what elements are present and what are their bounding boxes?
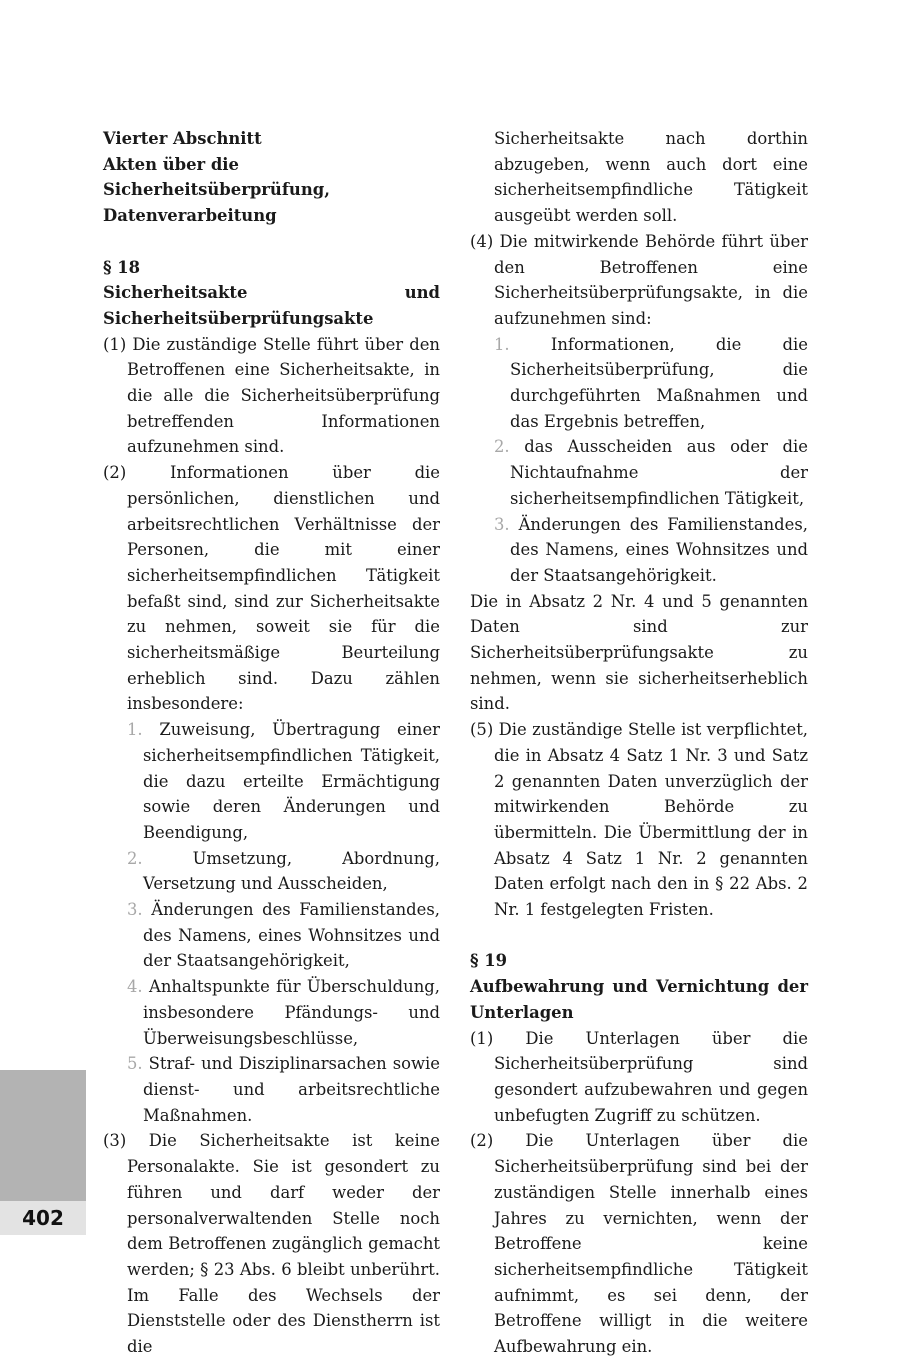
list-item: 1. Zuweisung, Übertragung einer sicherheitsempfindlichen Tätigkeit, die dazu erteilte Ermächtigung sowie deren Änderungen und Beendigung, (127, 720, 440, 842)
section-heading: Vierter Abschnitt (103, 129, 262, 148)
list-item: 3. Änderungen des Familienstandes, des Namens, eines Wohnsitzes und der Staatsangehörigkeit, (127, 900, 440, 971)
subsection-1: (1) Die zuständige Stelle führt über den Betroffenen eine Sicherheitsakte, in die alle die Sicherheitsüberprüfung betreffenden Informationen aufzunehmen sind. (103, 334, 440, 457)
list-item: 2. Umsetzung, Abordnung, Versetzung und Ausscheiden, (127, 848, 440, 894)
subsection-2: (2) Informationen über die persönlichen, dienstlichen und arbeitsrechtlichen Verhältnisse der Personen, die mit einer sicherheitsempfindlichen Tätigkeit befaßt sind, sind zur Sicherheitsakte zu nehmen, soweit sie für die sicherheitsmäßige Beurteilung erheblich sind. Dazu zählen insbesondere: (103, 463, 440, 714)
page-number: 402 (0, 1201, 86, 1235)
list-item: 3. Änderungen des Familienstandes, des Namens, eines Wohnsitzes und der Staatsangehörigkeit. (494, 514, 808, 585)
paragraph-18-title: Sicherheitsakte und Sicherheitsüberprüfungsakte (103, 283, 440, 328)
list-item: 2. das Ausscheiden aus oder die Nichtaufnahme der sicherheitsempfindlichen Tätigkeit, (494, 437, 808, 508)
list-item: 1. Informationen, die die Sicherheitsüberprüfung, die durchgeführten Maßnahmen und das Ergebnis betreffen, (494, 334, 808, 431)
subsection-2-text: Informationen über die persönlichen, dienstlichen und arbeitsrechtlichen Verhältnisse der Personen, die mit einer sicherheitsempfindlichen Tätigkeit befaßt sind, sind zur Sicherheitsakte zu nehmen, soweit sie für die sicherheitsmäßige Beurteilung erheblich sind. Dazu zählen insbesondere: (127, 463, 440, 714)
subsection-4: (4) Die mitwirkende Behörde führt über den Betroffenen eine Sicherheitsüberprüfungsakte, in die aufzunehmen sind: (470, 231, 808, 328)
paragraph-19-subsection-2: (2) Die Unterlagen über die Sicherheitsüberprüfung sind bei der zuständigen Stelle innerhalb eines Jahres zu vernichten, wenn der Betroffene keine sicherheitsempfindliche Tätigkeit aufnimmt, es sei denn, der Betroffene willigt in die weitere Aufbewahrung ein. (470, 1131, 808, 1357)
subsection-5: (5) Die zuständige Stelle ist verpflichtet, die in Absatz 4 Satz 1 Nr. 3 und Satz 2 genannten Daten unverzüglich der mitwirkenden Behörde zu übermitteln. Die Übermittlung der in Absatz 4 Satz 1 Nr. 2 genannten Daten erfolgt nach den in § 22 Abs. 2 Nr. 1 festgelegten Fristen. (470, 720, 808, 920)
subsection-1-text: Die zuständige Stelle führt über den Betroffenen eine Sicherheitsakte, in die alle die Sicherheitsüberprüfung betreffenden Informationen aufzunehmen sind. (127, 334, 440, 457)
paragraph-19-title: Aufbewahrung und Vernichtung der Unterlagen (470, 977, 808, 1022)
paragraph-19-subsection-1: (1) Die Unterlagen über die Sicherheitsüberprüfung sind gesondert aufzubewahren und gegen unbefugten Zugriff zu schützen. (470, 1028, 808, 1125)
subsection-3-continued: Sicherheitsakte nach dorthin abzugeben, wenn auch dort eine sicherheitsempfindliche Tätigkeit ausgeübt werden soll. (494, 129, 808, 226)
subsection-3-text: Die Sicherheitsakte ist keine Personalakte. Sie ist gesondert zu führen und darf weder der personalverwaltenden Stelle noch dem Betroffenen zugänglich gemacht werden; § 23 Abs. 6 bleibt unberührt. Im Falle des Wechsels der Dienststelle oder des Dienstherrn ist die (127, 1131, 440, 1357)
subsection-4-tail: Die in Absatz 2 Nr. 4 und 5 genannten Daten sind zur Sicherheitsüberprüfungsakte zu nehmen, wenn sie sicherheitserheblich sind. (470, 591, 808, 714)
section-subheading: Akten über die Sicherheitsüberprüfung, Datenverarbeitung (103, 154, 330, 226)
right-column (470, 126, 808, 1360)
subsection-3: (3) Die Sicherheitsakte ist keine Personalakte. Sie ist gesondert zu führen und darf weder der personalverwaltenden Stelle noch dem Betroffenen zugänglich gemacht werden; § 23 Abs. 6 bleibt unberührt. Im Falle des Wechsels der Dienststelle oder des Dienstherrn ist die (103, 1131, 440, 1357)
subsection-5-text: Die zuständige Stelle ist verpflichtet, die in Absatz 4 Satz 1 Nr. 3 und Satz 2 genannten Daten unverzüglich der mitwirkenden Behörde zu übermitteln. Die Übermittlung der in Absatz 4 Satz 1 Nr. 2 genannten Daten erfolgt nach den in § 22 Abs. 2 Nr. 1 festgelegten Fristen. (494, 720, 808, 920)
paragraph-19-number: § 19 (470, 951, 508, 971)
list-item: 5. Straf- und Disziplinarsachen sowie dienst- und arbeitsrechtliche Maßnahmen. (127, 1054, 440, 1125)
subsection-4-text: Die mitwirkende Behörde führt über den Betroffenen eine Sicherheitsüberprüfungsakte, in die aufzunehmen sind: (494, 231, 808, 328)
left-column (103, 126, 440, 1360)
list-item: 4. Anhaltspunkte für Überschuldung, insbesondere Pfändungs- und Überweisungsbeschlüsse, (127, 977, 440, 1048)
paragraph-18-number: § 18 (103, 257, 141, 277)
page-edge-tab (0, 1070, 86, 1201)
